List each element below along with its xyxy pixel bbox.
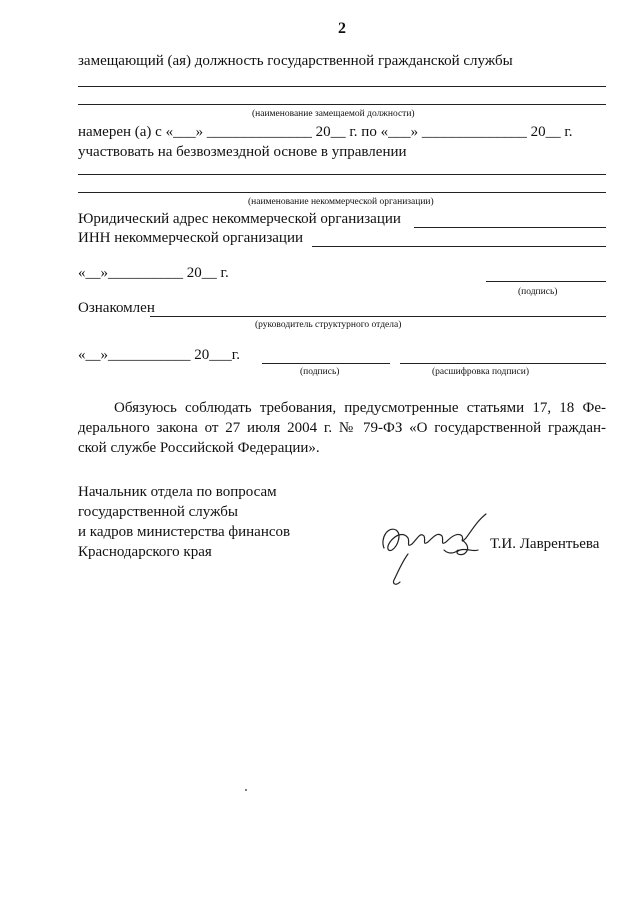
date-field-2: «__»___________ 20___г. xyxy=(78,347,240,363)
intends-text: намерен (а) с «___» ______________ 20__ г. по «___» ______________ 20__ г. xyxy=(78,124,573,140)
scan-speck xyxy=(245,789,247,791)
blank-line xyxy=(78,192,606,193)
obligation-line-2: дерального закона от 27 июля 2004 г. № 79-ФЗ «О государственной граждан- xyxy=(78,420,606,436)
decoding-caption: (расшифровка подписи) xyxy=(432,367,529,377)
organization-caption: (наименование некоммерческой организации) xyxy=(248,197,434,207)
signer-name: Т.И. Лаврентьева xyxy=(490,536,600,552)
position-caption: (наименование замещаемой должности) xyxy=(252,109,415,119)
inn-blank xyxy=(312,246,606,247)
head-caption: (руководитель структурного отдела) xyxy=(255,320,402,330)
signer-title-line-4: Краснодарского края xyxy=(78,544,212,560)
participate-text: участвовать на безвозмездной основе в управлении xyxy=(78,144,407,160)
position-line-text: замещающий (ая) должность государственной гражданской службы xyxy=(78,53,513,69)
inn-label: ИНН некоммерческой организации xyxy=(78,230,304,246)
signature-blank-2 xyxy=(262,363,390,364)
acquainted-label: Ознакомлен xyxy=(78,300,155,316)
legal-address-label: Юридический адрес некоммерческой организации xyxy=(78,211,401,227)
signer-title-line-3: и кадров министерства финансов xyxy=(78,524,291,540)
obligation-line-1: Обязуюсь соблюдать требования, предусмотренные статьями 17, 18 Фе- xyxy=(114,400,606,416)
obligation-line-3: ской службе Российской Федерации». xyxy=(78,440,320,456)
blank-line xyxy=(78,174,606,175)
signature-caption-1: (подпись) xyxy=(518,287,558,297)
legal-address-blank xyxy=(414,227,606,228)
acquainted-blank xyxy=(150,316,606,317)
blank-line xyxy=(78,104,606,105)
signer-title-line-2: государственной службы xyxy=(78,504,238,520)
signer-title-line-1: Начальник отдела по вопросам xyxy=(78,484,277,500)
blank-line xyxy=(78,86,606,87)
signer-title xyxy=(78,482,290,562)
date-field-1: «__»__________ 20__ г. xyxy=(78,265,229,281)
handwritten-signature xyxy=(378,510,498,590)
page-number: 2 xyxy=(338,20,346,37)
decoding-blank xyxy=(400,363,606,364)
signature-blank-1 xyxy=(486,281,606,282)
obligation-paragraph xyxy=(78,398,606,458)
signature-caption-2: (подпись) xyxy=(300,367,340,377)
